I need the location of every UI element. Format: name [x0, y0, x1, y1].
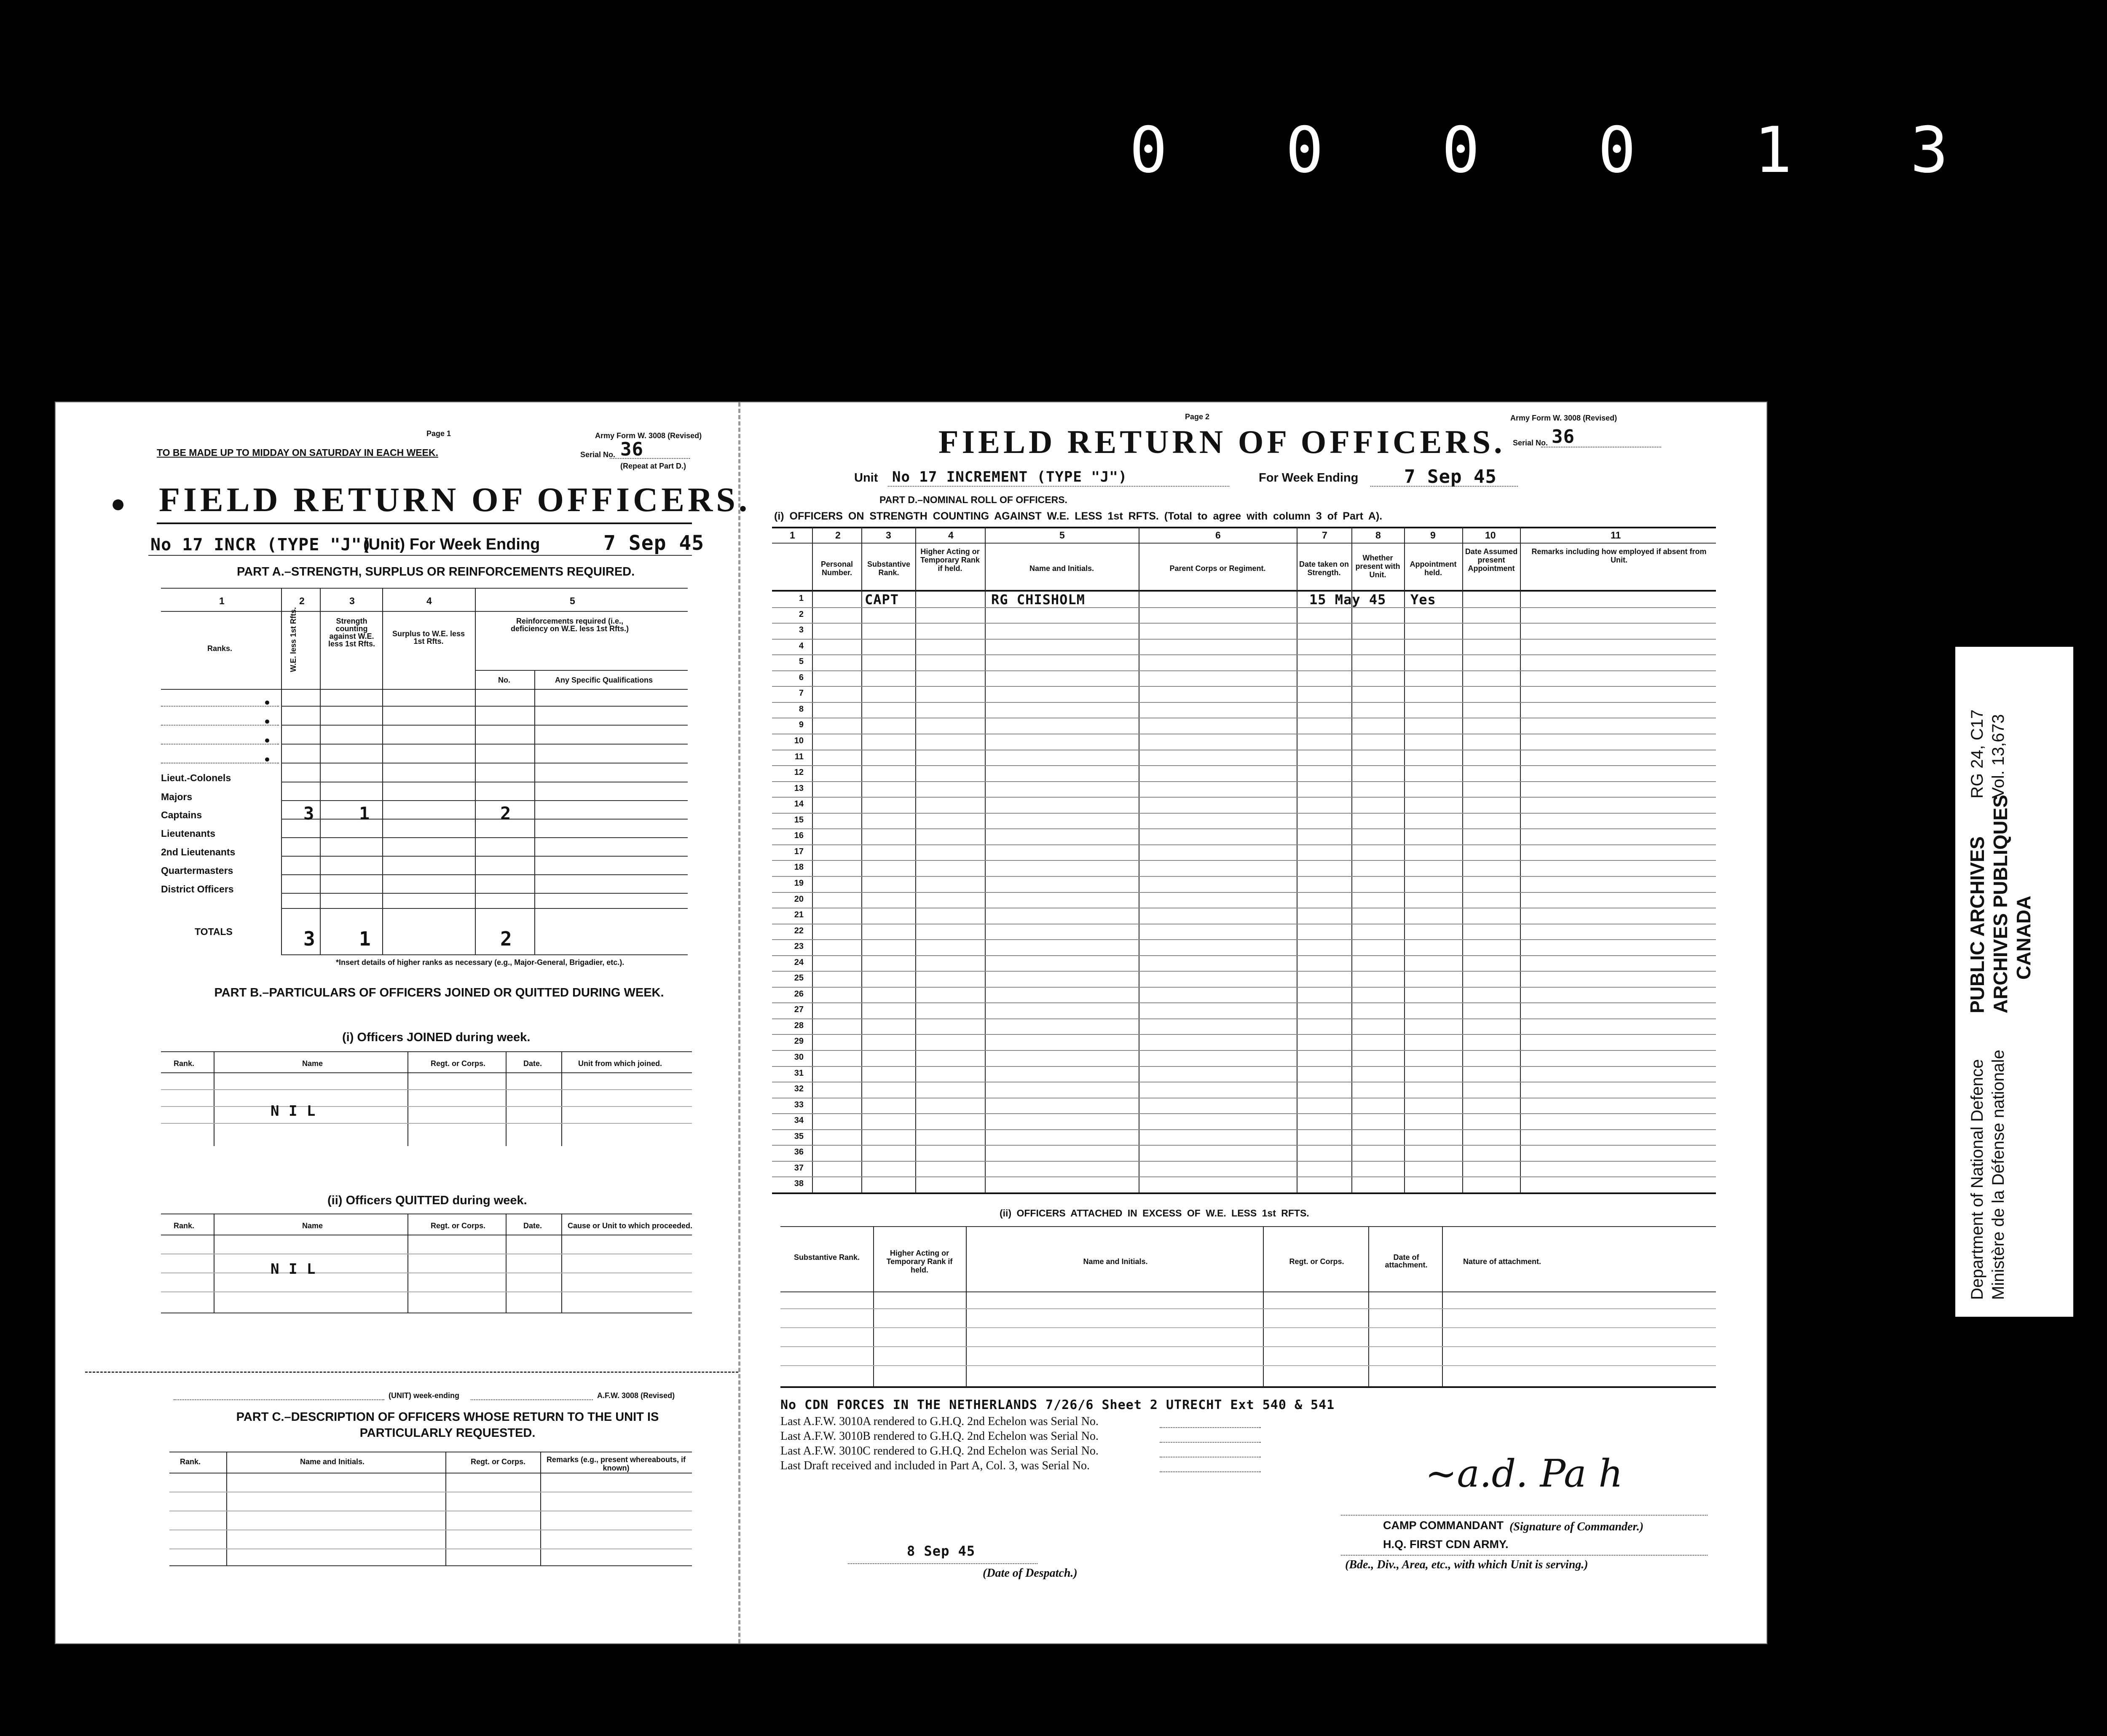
roll-header-substantive-rank: Substantive Rank.: [867, 560, 911, 577]
quitted-col-divider: [561, 1214, 562, 1313]
section-i-heading: (i) OFFICERS ON STRENGTH COUNTING AGAINST W.E. LESS 1st RFTS. (Total to agree with column 3 of Part A).: [774, 510, 1383, 522]
roll-row-rule: [772, 892, 1716, 893]
attached-col-divider: [873, 1226, 874, 1386]
part-c-col-regt: Regt. or Corps.: [471, 1457, 526, 1466]
archive-vol: Vol. 13,673: [1989, 714, 2008, 798]
despatch-date: 8 Sep 45: [907, 1543, 976, 1559]
roll-row-rule: [772, 813, 1716, 814]
roll-row-number: 24: [794, 957, 804, 967]
quitted-col-divider: [407, 1214, 408, 1313]
roll-col-divider: [915, 527, 916, 1192]
part-a-blank-row: [161, 725, 279, 726]
serial-line: [1160, 1442, 1261, 1443]
page1-page-label: Page 1: [426, 429, 451, 438]
roll-row-number: 22: [794, 926, 804, 935]
rank-lieutenants: Lieutenants: [161, 828, 216, 839]
rank-lieut-colonels: Lieut.-Colonels: [161, 772, 231, 783]
part-a-colnum-4: 4: [426, 595, 432, 606]
archive-dept-fr: Ministère de la Défense nationale: [1989, 1050, 2008, 1300]
stamp-camp-commandant: CAMP COMMANDANT: [1383, 1519, 1504, 1532]
part-a-num-rule: [161, 611, 688, 612]
roll-row-rule: [772, 623, 1716, 624]
roll-row-number: 23: [794, 942, 804, 951]
roll-row-number: 27: [794, 1005, 804, 1015]
page2-unit-value: No 17 INCREMENT (TYPE "J"): [892, 469, 1128, 485]
page1-week-ending: 7 Sep 45: [603, 531, 705, 555]
rank-quartermasters: Quartermasters: [161, 865, 233, 876]
attached-top-rule: [780, 1226, 1716, 1227]
roll-row-number: 38: [794, 1179, 804, 1189]
part-a-header-we: W.E. less 1st Rfts.: [289, 607, 298, 672]
roll-num-rule: [772, 543, 1716, 544]
page1-serial-label: Serial No.: [580, 450, 616, 459]
roll-row-rule: [772, 1113, 1716, 1114]
despatch-line: [848, 1563, 1037, 1564]
roll-row-rule: [772, 1161, 1716, 1162]
page2-unit-line: [888, 486, 1229, 487]
entry-rank: CAPT: [865, 592, 899, 608]
part-c-row-rule: [169, 1548, 692, 1549]
joined-col-unit: Unit from which joined.: [578, 1059, 662, 1068]
entry-name: RG CHISHOLM: [991, 592, 1085, 608]
quitted-entry: N I L: [271, 1261, 316, 1278]
part-a-row-rule: [281, 819, 688, 820]
page2-serial-value: 36: [1552, 426, 1575, 447]
quitted-col-divider: [506, 1214, 507, 1313]
roll-row-number: 5: [799, 657, 804, 667]
roll-row-number: 6: [799, 672, 804, 682]
part-a-row-rule: [281, 893, 688, 894]
part-a-col-divider: [382, 588, 383, 954]
page2-page-label: Page 2: [1185, 413, 1210, 421]
roll-col-divider: [985, 527, 986, 1192]
part-a-header-no: No.: [498, 676, 510, 684]
roll-row-number: 3: [799, 625, 804, 635]
serial-line: [1160, 1471, 1261, 1472]
part-a-row-rule: [281, 725, 688, 726]
part-a-row-rule: [281, 763, 688, 764]
page1-unit-handwritten: No 17 INCR (TYPE "J"): [150, 535, 373, 555]
roll-row-rule: [772, 828, 1716, 829]
roll-colnum-6: 6: [1215, 530, 1221, 541]
page2-serial-label: Serial No.: [1513, 439, 1548, 447]
roll-row-number: 35: [794, 1131, 804, 1141]
page1-unit-rule: [148, 555, 692, 556]
joined-col-name: Name: [302, 1059, 323, 1068]
part-a-row-rule: [281, 856, 688, 857]
part-a-row-rule: [281, 706, 688, 707]
roll-colnum-10: 10: [1485, 530, 1496, 541]
attached-col-substantive: Substantive Rank.: [793, 1253, 860, 1262]
roll-row-number: 9: [799, 720, 804, 730]
roll-row-number: 4: [799, 641, 804, 651]
rank-2nd-lieutenants: 2nd Lieutenants: [161, 847, 236, 857]
part-a-header-reinf: Reinforcements required (i.e., deficiency on W.E. less 1st Rfts.): [510, 617, 629, 633]
part-c-unit-line: [174, 1399, 384, 1400]
page2-title: FIELD RETURN OF OFFICERS.: [938, 423, 1506, 460]
roll-row-rule: [772, 797, 1716, 798]
roll-colnum-4: 4: [948, 530, 954, 541]
rank-majors: Majors: [161, 791, 193, 802]
roll-row-number: 36: [794, 1147, 804, 1157]
roll-col-divider: [1520, 527, 1521, 1192]
part-c-week-line: [471, 1399, 593, 1400]
attached-col-regt: Regt. or Corps.: [1289, 1257, 1344, 1266]
totals-label: TOTALS: [195, 926, 233, 937]
rank-captains: Captains: [161, 809, 202, 820]
roll-col-divider: [861, 527, 862, 1192]
joined-col-divider: [561, 1051, 562, 1146]
signature-label: (Signature of Commander.): [1509, 1520, 1644, 1533]
part-a-col-divider: [534, 670, 535, 954]
microfilm-frame-number: 0 0 0 0 1 3: [1129, 114, 1989, 187]
roll-row-rule: [772, 971, 1716, 972]
part-a-row-rule: [281, 744, 688, 745]
joined-col-divider: [407, 1051, 408, 1146]
part-a-heading: PART A.–STRENGTH, SURPLUS OR REINFORCEMENTS REQUIRED.: [237, 565, 635, 579]
despatch-label: (Date of Despatch.): [983, 1567, 1078, 1580]
roll-row-rule: [772, 1002, 1716, 1003]
part-c-heading: PART C.–DESCRIPTION OF OFFICERS WHOSE RETURN TO THE UNIT IS PARTICULARLY REQUESTED.: [236, 1410, 659, 1440]
part-a-row-rule: [281, 800, 688, 801]
roll-col-divider: [812, 527, 813, 1192]
captains-reinf: 2: [500, 803, 512, 824]
roll-header-name: Name and Initials.: [1029, 564, 1094, 573]
roll-bottom-rule: [772, 1192, 1716, 1194]
page1-unit-label: (Unit) For Week Ending: [363, 536, 540, 553]
roll-colnum-1: 1: [790, 530, 795, 541]
part-a-header-ranks: Ranks.: [207, 644, 233, 653]
roll-row-number: 32: [794, 1084, 804, 1094]
bullet-icon: ●: [110, 490, 126, 517]
part-a-col-divider: [320, 588, 321, 954]
attached-col-divider: [1263, 1226, 1264, 1386]
roll-row-rule: [772, 939, 1716, 940]
roll-row-number: 26: [794, 989, 804, 999]
roll-row-number: 25: [794, 973, 804, 983]
part-a-colnum-2: 2: [299, 595, 305, 606]
roll-header-present: Whether present with Unit.: [1355, 554, 1400, 579]
roll-row-rule: [772, 1050, 1716, 1051]
roll-row-number: 18: [794, 863, 804, 872]
joined-entry: N I L: [271, 1103, 316, 1120]
roll-row-number: 33: [794, 1100, 804, 1109]
asterisk-icon: ●: [264, 697, 270, 707]
roll-row-number: 13: [794, 783, 804, 793]
roll-row-number: 1: [799, 594, 804, 603]
last-draft: Last Draft received and included in Part A, Col. 3, was Serial No.: [780, 1459, 1090, 1472]
captains-strength: 1: [359, 803, 370, 824]
page2-unit-label: Unit: [854, 471, 878, 485]
roll-row-rule: [772, 1176, 1716, 1177]
roll-row-rule: [772, 1145, 1716, 1146]
roll-top-rule: [772, 527, 1716, 528]
totals-strength: 1: [359, 927, 371, 950]
page-fold: [738, 402, 742, 1643]
archive-public-archives: PUBLIC ARCHIVES: [1966, 836, 1988, 1013]
asterisk-icon: ●: [264, 734, 270, 745]
roll-header-appointment: Appointment held.: [1410, 560, 1457, 577]
part-c-cut-line: [85, 1372, 738, 1373]
page1-serial-line: [610, 458, 690, 459]
part-a-header-rule: [161, 689, 688, 690]
roll-row-rule: [772, 876, 1716, 877]
roll-row-rule: [772, 765, 1716, 766]
part-a-blank-row: [161, 744, 279, 745]
roll-row-number: 20: [794, 894, 804, 904]
captains-we: 3: [303, 803, 315, 824]
roll-colnum-9: 9: [1430, 530, 1436, 541]
roll-row-number: 12: [794, 768, 804, 777]
part-a-col-divider: [475, 588, 476, 954]
page1-title: FIELD RETURN OF OFFICERS.: [159, 480, 751, 519]
part-a-header-strength: Strength counting against W.E. less 1st Rfts.: [328, 617, 375, 648]
part-b-heading: PART B.–PARTICULARS OF OFFICERS JOINED OR QUITTED DURING WEEK.: [214, 986, 664, 999]
roll-row-rule: [772, 607, 1716, 608]
signature-line: [1341, 1515, 1708, 1516]
part-a-header-surplus: Surplus to W.E. less 1st Rfts.: [392, 630, 465, 646]
roll-header-higher-rank: Higher Acting or Temporary Rank if held.: [920, 547, 980, 573]
entry-present: Yes: [1410, 592, 1436, 608]
attached-col-name: Name and Initials.: [1083, 1257, 1148, 1266]
entry-date: 15 May 45: [1309, 592, 1386, 608]
attached-col-divider: [966, 1226, 967, 1386]
quitted-col-regt: Regt. or Corps.: [431, 1222, 486, 1230]
page1-serial-value: 36: [620, 439, 643, 460]
roll-header-remarks: Remarks including how employed if absent from Unit.: [1531, 547, 1707, 564]
archive-dept-en: Department of National Defence: [1968, 1059, 1986, 1300]
joined-row-rule: [161, 1123, 692, 1124]
attached-row-rule: [780, 1308, 1716, 1309]
rank-district-officers: District Officers: [161, 884, 234, 895]
attached-col-divider: [1442, 1226, 1443, 1386]
page2-form-number: Army Form W. 3008 (Revised): [1510, 414, 1617, 422]
archive-canada: CANADA: [2013, 895, 2035, 980]
roll-row-rule: [772, 670, 1716, 671]
part-a-bottom-rule: [281, 954, 688, 955]
page1-instruction: TO BE MADE UP TO MIDDAY ON SATURDAY IN EACH WEEK.: [157, 447, 438, 458]
quitted-col-rank: Rank.: [174, 1222, 195, 1230]
part-c-form: A.F.W. 3008 (Revised): [597, 1391, 675, 1400]
roll-row-rule: [772, 860, 1716, 861]
part-a-col-divider: [281, 588, 282, 954]
roll-row-number: 37: [794, 1163, 804, 1173]
roll-row-rule: [772, 1034, 1716, 1035]
roll-row-rule: [772, 1018, 1716, 1019]
part-a-colnum-3: 3: [349, 595, 355, 606]
roll-row-number: 29: [794, 1037, 804, 1046]
attached-row-rule: [780, 1327, 1716, 1328]
attached-col-nature: Nature of attachment.: [1463, 1257, 1541, 1266]
roll-row-number: 10: [794, 736, 804, 745]
part-a-footnote: *Insert details of higher ranks as necessary (e.g., Major-General, Brigadier, etc.).: [336, 958, 625, 967]
roll-row-number: 31: [794, 1068, 804, 1078]
joined-heading: (i) Officers JOINED during week.: [342, 1031, 531, 1044]
roll-header-rule: [772, 590, 1716, 592]
quitted-col-date: Date.: [523, 1222, 542, 1230]
archive-rg: RG 24, C17: [1968, 709, 1986, 798]
roll-row-number: 30: [794, 1053, 804, 1062]
roll-colnum-11: 11: [1611, 530, 1621, 541]
formation-label: (Bde., Div., Area, etc., with which Unit is serving.): [1345, 1558, 1588, 1571]
joined-col-regt: Regt. or Corps.: [431, 1059, 486, 1068]
attached-col-higher: Higher Acting or Temporary Rank if held.: [886, 1249, 953, 1274]
roll-header-date-taken: Date taken on Strength.: [1299, 560, 1349, 577]
roll-row-number: 34: [794, 1116, 804, 1125]
part-a-header-qual: Any Specific Qualifications: [555, 676, 653, 684]
roll-row-number: 17: [794, 847, 804, 856]
stamp-hq-first-cdn-army: H.Q. FIRST CDN ARMY.: [1383, 1538, 1509, 1551]
part-a-blank-row: [161, 763, 279, 764]
joined-col-divider: [506, 1051, 507, 1146]
joined-col-date: Date.: [523, 1059, 542, 1068]
totals-we: 3: [303, 927, 316, 950]
roll-row-number: 8: [799, 704, 804, 714]
page2-week-value: 7 Sep 45: [1404, 466, 1497, 488]
roll-col-divider: [1404, 527, 1405, 1192]
part-c-col-rank: Rank.: [180, 1457, 201, 1466]
roll-header-personal-number: Personal Number.: [820, 560, 853, 577]
roll-row-number: 16: [794, 831, 804, 841]
roll-row-rule: [772, 654, 1716, 655]
roll-row-number: 2: [799, 609, 804, 619]
totals-reinf: 2: [500, 927, 512, 950]
roll-row-rule: [772, 987, 1716, 988]
attached-header-rule: [780, 1291, 1716, 1292]
commander-signature: ~a.d. Pa h: [1425, 1452, 1623, 1496]
archive-archives-publiques: ARCHIVES PUBLIQUES: [1989, 795, 2011, 1013]
roll-row-number: 21: [794, 910, 804, 920]
part-c-col-name: Name and Initials.: [300, 1457, 365, 1466]
roll-row-rule: [772, 844, 1716, 845]
field-return-sheet: [56, 402, 1767, 1643]
roll-col-divider: [1462, 527, 1463, 1192]
roll-row-rule: [772, 702, 1716, 703]
joined-row-rule: [161, 1106, 692, 1107]
part-c-bottom-rule: [169, 1565, 692, 1566]
roll-row-number: 14: [794, 799, 804, 809]
part-a-colnum-5: 5: [570, 595, 575, 606]
page2-week-label: For Week Ending: [1259, 471, 1359, 485]
attached-row-rule: [780, 1365, 1716, 1366]
roll-header-parent-corps: Parent Corps or Regiment.: [1169, 564, 1266, 573]
page1-title-rule: [157, 522, 692, 524]
part-a-row-rule: [281, 874, 688, 875]
roll-row-rule: [772, 781, 1716, 782]
part-a-blank-row: [161, 706, 279, 707]
quitted-col-name: Name: [302, 1222, 323, 1230]
location-line: No CDN FORCES IN THE NETHERLANDS 7/26/6 Sheet 2 UTRECHT Ext 540 & 541: [780, 1398, 1335, 1412]
part-c-col-remarks: Remarks (e.g., present whereabouts, if known): [546, 1455, 686, 1472]
roll-colnum-2: 2: [835, 530, 841, 541]
roll-row-number: 15: [794, 815, 804, 825]
last-afw-3010a: Last A.F.W. 3010A rendered to G.H.Q. 2nd Echelon was Serial No.: [780, 1415, 1099, 1428]
roll-row-rule: [772, 639, 1716, 640]
attached-row-rule: [780, 1346, 1716, 1347]
attached-col-date: Date of attachment.: [1385, 1253, 1428, 1269]
part-d-heading: PART D.–NOMINAL ROLL OF OFFICERS.: [879, 494, 1067, 505]
roll-row-rule: [772, 686, 1716, 687]
archive-label-card: [1955, 647, 2073, 1317]
roll-row-rule: [772, 1066, 1716, 1067]
roll-row-number: 19: [794, 878, 804, 888]
quitted-row-rule: [161, 1291, 692, 1292]
quitted-col-cause: Cause or Unit to which proceeded.: [568, 1222, 693, 1230]
last-afw-3010b: Last A.F.W. 3010B rendered to G.H.Q. 2nd Echelon was Serial No.: [780, 1430, 1099, 1443]
page1-form-number: Army Form W. 3008 (Revised): [595, 431, 702, 440]
quitted-heading: (ii) Officers QUITTED during week.: [327, 1194, 527, 1207]
serial-line: [1160, 1427, 1261, 1428]
part-a-totals-rule: [281, 908, 688, 909]
last-afw-3010c: Last A.F.W. 3010C rendered to G.H.Q. 2nd Echelon was Serial No.: [780, 1444, 1099, 1457]
part-a-top-rule: [161, 588, 688, 589]
roll-colnum-7: 7: [1322, 530, 1327, 541]
section-ii-heading: (ii) OFFICERS ATTACHED IN EXCESS OF W.E. LESS 1st RFTS.: [1000, 1208, 1309, 1219]
roll-row-number: 28: [794, 1021, 804, 1030]
asterisk-icon: ●: [264, 715, 270, 726]
page1-repeat-note: (Repeat at Part D.): [620, 462, 686, 470]
attached-bottom-rule: [780, 1386, 1716, 1388]
roll-colnum-8: 8: [1375, 530, 1381, 541]
roll-row-rule: [772, 1129, 1716, 1130]
roll-row-number: 7: [799, 689, 804, 698]
joined-col-rank: Rank.: [174, 1059, 195, 1068]
roll-row-number: 11: [794, 752, 804, 761]
part-a-row-rule: [281, 837, 688, 838]
roll-colnum-5: 5: [1059, 530, 1065, 541]
page2-week-line: [1370, 486, 1518, 487]
attached-col-divider: [1368, 1226, 1369, 1386]
roll-row-rule: [772, 955, 1716, 956]
joined-header-rule: [161, 1072, 692, 1073]
joined-row-rule: [161, 1089, 692, 1090]
part-a-reinf-subrule: [475, 670, 688, 671]
roll-header-date-assumed: Date Assumed present Appointment: [1465, 547, 1518, 573]
roll-col-divider: [1351, 527, 1352, 1192]
asterisk-icon: ●: [264, 753, 270, 764]
part-c-unit-week: (UNIT) week-ending: [389, 1391, 460, 1400]
roll-colnum-3: 3: [886, 530, 891, 541]
formation-line: [1341, 1555, 1708, 1556]
part-a-colnum-1: 1: [219, 595, 225, 606]
joined-top-rule: [161, 1051, 692, 1052]
